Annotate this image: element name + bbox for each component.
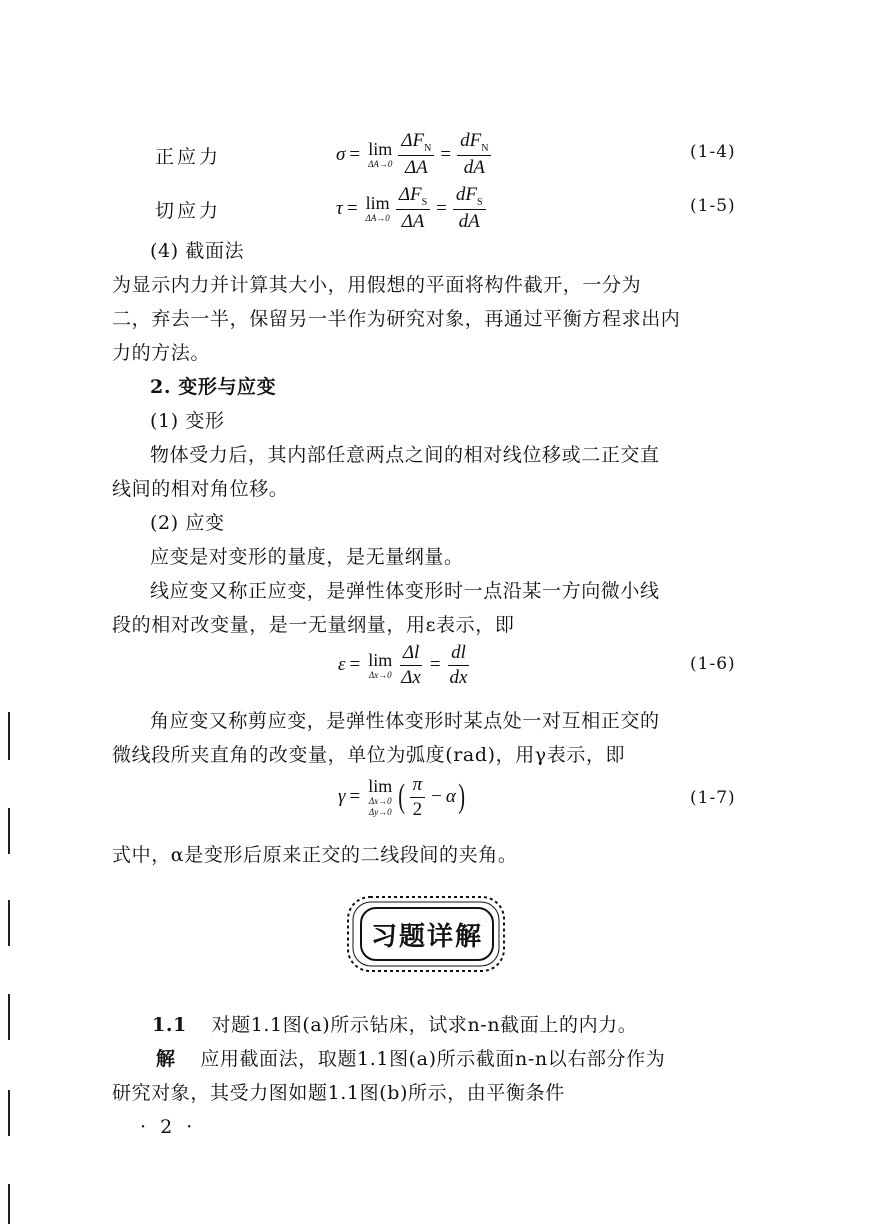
numerator: π — [410, 774, 426, 798]
alpha-symbol: α — [445, 786, 456, 808]
denominator-2: dA — [463, 157, 485, 179]
numerator-subscript: S — [421, 196, 428, 208]
paragraph-line: 式中，α是变形后原来正交的二线段间的夹角。 — [112, 844, 518, 866]
limit-subscript: ΔA→0 — [368, 159, 393, 170]
denominator-2: dA — [458, 211, 480, 233]
formula-lhs: γ — [338, 786, 346, 808]
paragraph-line: 线间的相对角位移。 — [112, 478, 289, 500]
numerator-2: dF — [460, 130, 482, 151]
formula-lhs: τ — [336, 197, 343, 219]
formula-lhs: ε — [338, 654, 346, 676]
equation-number: (1-5) — [690, 196, 736, 216]
section-method-title: (4) 截面法 — [150, 240, 245, 262]
limit-subscript: ΔA→0 — [365, 213, 390, 224]
limit-subscript-2: Δy→0 — [368, 807, 392, 818]
numerator-2: dF — [455, 184, 477, 205]
denominator-2: dx — [449, 666, 468, 688]
numerator-2: dl — [448, 642, 469, 666]
equation-shear-strain — [0, 774, 869, 834]
equation-shear-stress — [0, 182, 869, 242]
margin-mark — [8, 808, 10, 854]
solution-line — [156, 1042, 788, 1076]
subsection-title: (2) 应变 — [150, 512, 225, 534]
equation-linear-strain — [0, 640, 869, 700]
limit-subscript: Δx→0 — [368, 669, 392, 680]
paragraph-line: 微线段所夹直角的改变量，单位为弧度(rad)，用γ表示，即 — [112, 744, 626, 766]
exercise-text: 对题1.1图(a)所示钻床，试求n-n截面上的内力。 — [211, 1014, 638, 1036]
equation-number: (1-4) — [690, 142, 736, 162]
numerator: ΔF — [398, 184, 422, 205]
page-number: · 2 · — [140, 1116, 197, 1138]
equation-number: (1-7) — [690, 788, 736, 808]
denominator: 2 — [412, 798, 423, 820]
paragraph-line: 力的方法。 — [112, 342, 211, 364]
solution-label: 解 — [156, 1048, 176, 1070]
formula-lhs: σ — [336, 143, 346, 165]
paragraph-line: 二，弃去一半，保留另一半作为研究对象，再通过平衡方程求出内 — [112, 308, 681, 330]
margin-mark — [8, 712, 10, 760]
section-heading: 2. 变形与应变 — [150, 376, 277, 398]
solution-text: 应用截面法，取题1.1图(a)所示截面n-n以右部分作为 — [200, 1048, 666, 1070]
paragraph-line: 角应变又称剪应变，是弹性体变形时某点处一对互相正交的 — [150, 710, 660, 732]
exercise-question — [152, 1008, 784, 1042]
numerator: Δl — [400, 642, 422, 666]
numerator-2-subscript: N — [481, 142, 489, 154]
paragraph-line: 物体受力后，其内部任意两点之间的相对线位移或二正交直 — [150, 444, 660, 466]
margin-mark — [8, 900, 10, 946]
denominator: ΔA — [404, 157, 428, 179]
margin-mark — [8, 994, 10, 1040]
paragraph-line: 应变是对变形的量度，是无量纲量。 — [150, 546, 464, 568]
numerator-subscript: N — [424, 142, 432, 154]
equation-normal-stress — [0, 128, 869, 188]
margin-mark — [8, 1184, 10, 1224]
denominator: Δx — [401, 666, 421, 688]
badge-label: 习题详解 — [360, 907, 494, 961]
formula: ε = lim Δx→0 $\frac{\Delta l}{\Delta x}$ = $\frac{dl}{dx}$ — [338, 642, 472, 689]
equation-label: 切应力 — [155, 200, 222, 222]
minus-sign: − — [431, 786, 442, 808]
subsection-title: (1) 变形 — [150, 410, 225, 432]
formula: τ = lim ΔA→0 $\frac{\Delta F_S}{\Delta A}$ = $\frac{dF_S}{dA}$ — [336, 184, 488, 233]
equation-label: 正应力 — [155, 146, 222, 168]
margin-mark — [8, 1090, 10, 1136]
formula: σ = lim ΔA→0 $\frac{\Delta F_N}{\Delta A}$ = $\frac{dF_N}{dA}$ — [336, 130, 493, 179]
paragraph-line: 段的相对改变量，是一无量纲量，用ε表示，即 — [112, 614, 515, 636]
limit-subscript-1: Δx→0 — [368, 796, 392, 807]
paragraph-line: 研究对象，其受力图如题1.1图(b)所示，由平衡条件 — [112, 1082, 565, 1104]
denominator: ΔA — [401, 211, 425, 233]
paragraph-line: 为显示内力并计算其大小，用假想的平面将构件截开，一分为 — [112, 274, 642, 296]
exercise-number: 1.1 — [152, 1014, 187, 1036]
paragraph-line: 线应变又称正应变，是弹性体变形时一点沿某一方向微小线 — [150, 580, 660, 602]
numerator: ΔF — [401, 130, 425, 151]
numerator-2-subscript: S — [476, 196, 483, 208]
exercise-badge — [344, 893, 508, 975]
formula: γ = lim Δx→0 Δy→0 ( $\frac{\pi}{2}$ − α ) — [338, 774, 465, 820]
equation-number: (1-6) — [690, 654, 736, 674]
